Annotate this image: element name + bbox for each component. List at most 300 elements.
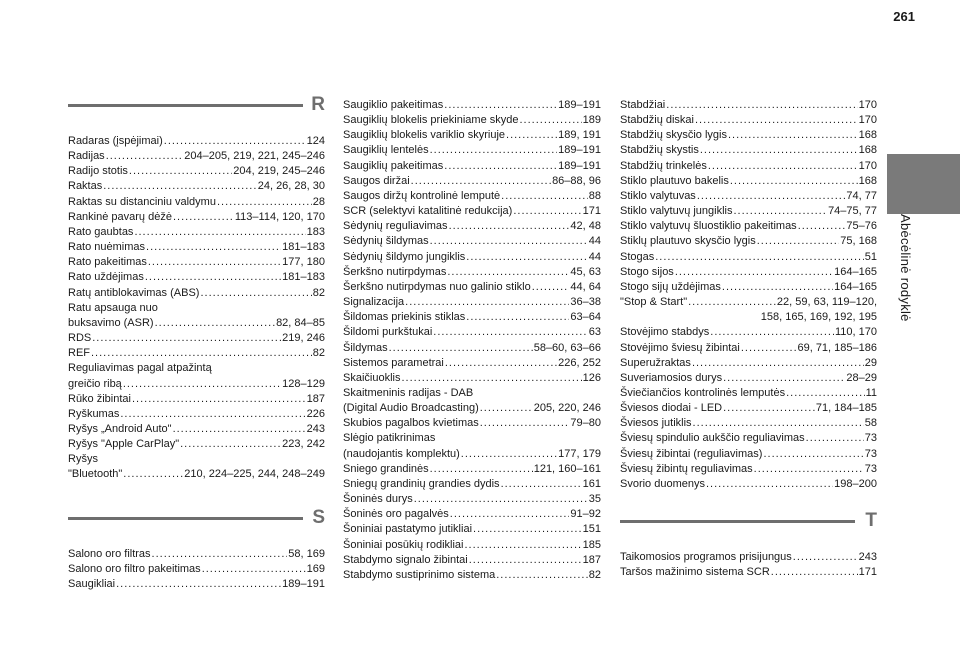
entry-term: Skaitmeninis radijas - DAB [343,386,474,399]
index-entry [343,492,601,507]
entry-pages: 223, 242 [282,438,325,451]
entry-pages: 170 [858,114,877,127]
section-divider [620,520,855,523]
entry-pages: 75, 168 [840,235,877,248]
entry-pages: 170 [858,159,877,172]
dot-leader [501,189,588,204]
index-entry [620,431,877,446]
index-entry [68,437,325,452]
section-divider [68,104,303,107]
index-entry [343,507,601,522]
entry-pages: 164–165 [834,265,877,278]
entry-term: Stovėjimo šviesų žibintai [620,341,740,354]
entry-term: Ratų antiblokavimas (ABS) [68,286,200,299]
index-entry [343,310,601,325]
index-entry [343,431,601,446]
entry-pages: 82, 84–85 [276,316,325,329]
index-entry [68,452,325,467]
dot-leader [695,113,858,128]
index-entry [620,416,877,431]
index-entry [620,565,877,580]
dot-leader [469,553,582,568]
entry-pages: 226 [306,407,325,420]
index-entry [343,159,601,174]
entry-pages: 128–129 [282,377,325,390]
dot-leader [152,547,288,562]
index-entry [343,280,601,295]
entry-pages: 177, 179 [558,447,601,460]
section-entries-s-cont [343,98,601,583]
section-entries-t [620,550,877,580]
entry-pages: 168 [858,129,877,142]
entry-term: Raktas [68,180,103,193]
entry-term: Šoniniai pastatymo jutikliai [343,523,473,536]
index-entry [343,219,601,234]
index-entry [343,568,601,583]
dot-leader [501,477,582,492]
entry-term: Salono oro filtro pakeitimas [68,562,201,575]
entry-pages: 164–165 [834,280,877,293]
index-entry [620,310,877,325]
entry-term: Ryšys „Android Auto" [68,422,172,435]
section-entries-r [68,134,325,483]
entry-pages: 11 [865,386,877,399]
index-entry [343,113,601,128]
entry-term: Šerkšno nutirpdymas nuo galinio stiklo [343,280,531,293]
index-entry [68,225,325,240]
entry-term: Svorio duomenys [620,477,705,490]
page-number: 261 [893,9,915,24]
index-entry [343,553,601,568]
entry-pages: 110, 170 [834,326,877,339]
index-entry [68,331,325,346]
dot-leader [693,416,864,431]
index-entry [343,447,601,462]
index-entry [620,98,877,113]
index-entry [68,195,325,210]
index-entry [68,164,325,179]
entry-term: Saugiklio pakeitimas [343,99,444,111]
index-entry [68,377,325,392]
index-entry [620,371,877,386]
entry-pages: 185 [582,538,601,551]
dot-leader [445,356,557,371]
dot-leader [450,507,570,522]
index-entry [343,174,601,189]
entry-pages: 189–191 [558,99,601,111]
entry-pages: 73 [864,432,877,445]
dot-leader [164,134,306,149]
entry-pages: 74–75, 77 [828,205,877,218]
entry-term: Rūko žibintai [68,392,131,405]
dot-leader [129,164,232,179]
dot-leader [91,346,312,361]
entry-pages: 69, 71, 185–186 [797,341,877,354]
dot-leader [433,325,587,340]
entry-pages: 82 [312,286,325,299]
dot-leader [675,265,833,280]
entry-term: buksavimo (ASR) [68,316,154,329]
entry-pages: 63–64 [570,311,601,324]
dot-leader [148,255,281,270]
entry-pages: 51 [864,250,877,263]
entry-pages: 205, 220, 246 [533,402,601,415]
entry-term: Sėdynių reguliavimas [343,220,448,233]
index-entry [620,189,877,204]
index-entry [620,341,877,356]
dot-leader [120,407,305,422]
dot-leader [728,128,858,143]
index-entry [343,143,601,158]
entry-pages: 73 [864,447,877,460]
dot-leader [217,195,312,210]
index-entry [68,179,325,194]
entry-term: Ratu apsauga nuo [68,301,158,314]
entry-term: Slėgio patikrinimas [343,432,436,445]
dot-leader [655,250,864,265]
entry-pages: 74, 77 [846,189,877,202]
index-entry [620,204,877,219]
dot-leader [466,310,569,325]
entry-term: "Bluetooth" [68,468,123,481]
entry-term: Sistemos parametrai [343,356,444,369]
entry-pages: 29 [864,356,877,369]
entry-pages: 158, 165, 169, 192, 195 [760,311,877,324]
index-entry [68,149,325,164]
index-entry [620,356,877,371]
entry-term: Saugos diržų kontrolinė lemputė [343,189,501,202]
entry-term: Radijas [68,150,105,163]
index-entry [620,234,877,249]
dot-leader [414,492,588,507]
dot-leader [145,270,281,285]
entry-pages: 189 [582,114,601,127]
index-entry [68,577,325,592]
dot-leader [464,538,581,553]
dot-leader [506,128,557,143]
section-header-r [68,96,325,134]
dot-leader [123,467,183,482]
entry-pages: 44 [588,250,601,263]
entry-pages: 121, 160–161 [533,462,601,475]
index-entry [343,356,601,371]
index-entry [620,477,877,492]
entry-term: Raktas su distanciniu valdymu [68,195,216,208]
entry-pages: 189–191 [282,577,325,590]
entry-pages: 226, 252 [558,356,601,369]
entry-term: Sėdynių šildymas [343,235,429,248]
entry-term: Stabdymo signalo žibintai [343,553,468,566]
entry-term: Šviesos jutiklis [620,417,692,430]
index-entry [343,371,601,386]
entry-term: Šviesų žibintų reguliavimas [620,462,753,475]
entry-pages: 204–205, 219, 221, 245–246 [184,150,325,163]
entry-term: Stabdžių trinkelės [620,159,707,172]
entry-term: Šoninės oro pagalvės [343,508,449,521]
entry-term: Saugiklių blokelis variklio skyriuje [343,129,506,142]
entry-pages: 71, 184–185 [815,402,877,415]
section-entries-s-cont-2 [620,98,877,492]
entry-term: Suveriamosios durys [620,371,723,384]
index-entry [620,325,877,340]
entry-pages: 189–191 [558,144,601,157]
index-entry [68,467,325,482]
entry-pages: 171 [858,566,877,579]
dot-leader [430,462,533,477]
entry-term: Sniego grandinės [343,462,429,475]
entry-pages: 58–60, 63–66 [533,341,601,354]
dot-leader [173,210,234,225]
entry-pages: 183 [306,225,325,238]
entry-pages: 73 [864,462,877,475]
dot-leader [806,431,864,446]
index-entry [343,128,601,143]
entry-term: Saugikliai [68,577,116,590]
entry-pages: 24, 26, 28, 30 [257,180,325,193]
entry-term: Rato gaubtas [68,225,134,238]
entry-pages: 82 [312,347,325,360]
dot-leader [123,377,281,392]
dot-leader [763,447,863,462]
entry-pages: 161 [582,477,601,490]
entry-term: Stabdžių diskai [620,114,694,127]
entry-term: Saugiklių blokelis priekiniame skyde [343,114,519,127]
dot-leader [730,174,858,189]
dot-leader [430,143,558,158]
entry-pages: 181–183 [282,241,325,254]
entry-pages: 204, 219, 245–246 [233,165,325,178]
entry-term: REF [68,347,90,360]
index-entry [343,295,601,310]
entry-pages: 151 [582,523,601,536]
dot-leader [106,149,184,164]
entry-pages: 36–38 [570,296,601,309]
entry-term: Saugiklių lentelės [343,144,429,157]
entry-pages: 79–80 [570,417,601,430]
entry-term: Stabdžių skystis [620,144,699,157]
entry-term: Ryšys "Apple CarPlay" [68,438,180,451]
entry-term: Sėdynių šildymo jungiklis [343,250,466,263]
entry-term: Šildomas priekinis stiklas [343,311,466,324]
dot-leader [116,577,281,592]
index-entry [68,134,325,149]
dot-leader [92,331,281,346]
dot-leader [461,447,557,462]
entry-pages: 44, 64 [570,280,601,293]
index-column-3 [620,98,877,580]
entry-term: Skaičiuoklis [343,371,401,384]
dot-leader [519,113,581,128]
dot-leader [723,401,815,416]
entry-pages: 189, 191 [558,129,601,142]
index-entry [68,422,325,437]
index-entry [343,401,601,416]
entry-pages: 45, 63 [570,265,601,278]
dot-leader [688,295,776,310]
entry-pages: 187 [306,392,325,405]
entry-term: Stiklo plautuvo bakelis [620,174,729,187]
side-tab-label: Abėcėlinė rodyklė [898,214,913,322]
dot-leader [793,550,858,565]
dot-leader [692,356,864,371]
index-entry [620,550,877,565]
entry-term: Skubios pagalbos kvietimas [343,417,479,430]
dot-leader [513,204,581,219]
index-entry [620,462,877,477]
dot-leader [786,386,864,401]
dot-leader [180,437,281,452]
entry-term: Šerkšno nutirpdymas [343,265,447,278]
index-entry [620,250,877,265]
section-divider [68,517,303,520]
index-entry [68,562,325,577]
entry-pages: 35 [588,493,601,506]
dot-leader [473,522,582,537]
index-entry [343,234,601,249]
index-column-2 [343,98,601,583]
dot-leader [496,568,588,583]
entry-term: Stabdžiai [620,99,666,111]
entry-term: Šildymas [343,341,388,354]
index-entry [68,270,325,285]
section-header-t [620,512,877,550]
index-entry [343,204,601,219]
dot-leader [146,240,281,255]
dot-leader [480,401,533,416]
entry-term: Šviesų žibintai (reguliavimas) [620,447,763,460]
entry-pages: 58, 169 [288,547,325,560]
entry-pages: 44 [588,235,601,248]
entry-term: Stiklų plautuvo skysčio lygis [620,235,756,248]
dot-leader [734,204,828,219]
entry-pages: 42, 48 [570,220,601,233]
entry-term: Rato nuėmimas [68,241,146,254]
entry-pages: 177, 180 [282,256,325,269]
entry-pages: 86–88, 96 [552,174,601,187]
entry-pages: 198–200 [834,477,877,490]
dot-leader [666,98,857,113]
entry-term: Ryškumas [68,407,120,420]
index-entry [620,143,877,158]
entry-term: Superužraktas [620,356,691,369]
entry-term: Salono oro filtras [68,547,151,560]
index-entry [68,407,325,422]
dot-leader [430,234,588,249]
index-entry [620,159,877,174]
index-entry [620,219,877,234]
entry-pages: 169 [306,562,325,575]
entry-term: Saugos diržai [343,174,410,187]
entry-pages: 22, 59, 63, 119–120, [776,296,877,309]
index-entry [68,255,325,270]
entry-term: Šviesų spindulio aukščio reguliavimas [620,432,805,445]
index-entry [620,447,877,462]
index-entry [343,477,601,492]
dot-leader [444,98,557,113]
index-entry [620,280,877,295]
entry-term: Stovėjimo stabdys [620,326,710,339]
entry-pages: 63 [588,326,601,339]
entry-pages: 113–114, 120, 170 [234,210,325,223]
index-entry [68,210,325,225]
dot-leader [103,179,256,194]
dot-leader [754,462,864,477]
entry-term: Radijo stotis [68,165,128,178]
dot-leader [798,219,846,234]
entry-pages: 243 [306,422,325,435]
dot-leader [444,159,557,174]
dot-leader [389,341,533,356]
dot-leader [700,143,858,158]
entry-term: Taršos mažinimo sistema SCR [620,566,770,579]
entry-pages: 219, 246 [282,332,325,345]
dot-leader [202,562,306,577]
index-entry [620,113,877,128]
dot-leader [706,477,833,492]
section-letter: S [312,506,325,528]
dot-leader [132,392,306,407]
index-entry [68,547,325,562]
entry-term: (naudojantis komplektu) [343,447,460,460]
index-entry [343,538,601,553]
index-entry [343,462,601,477]
index-entry [68,240,325,255]
section-entries-s [68,547,325,592]
dot-leader [200,286,311,301]
index-entry [68,346,325,361]
index-entry [620,174,877,189]
entry-pages: 210, 224–225, 244, 248–249 [184,468,325,481]
index-entry [620,295,877,310]
index-entry [343,189,601,204]
section-letter: R [311,94,325,115]
index-entry [68,301,325,316]
entry-term: Stiklo valytuvas [620,189,696,202]
entry-term: Reguliavimas pagal atpažintą [68,362,212,375]
entry-term: Stabdymo sustiprinimo sistema [343,568,496,581]
index-entry [68,286,325,301]
entry-term: Sniegų grandinių grandies dydis [343,477,500,490]
entry-term: Šoniniai posūkių rodikliai [343,538,464,551]
entry-term: Stogas [620,250,655,263]
dot-leader [532,280,570,295]
entry-pages: 91–92 [570,508,601,521]
entry-pages: 28–29 [846,371,877,384]
entry-term: SCR (selektyvi katalitinė redukcija) [343,205,513,218]
dot-leader [741,341,797,356]
index-entry [68,316,325,331]
entry-pages: 243 [858,551,877,564]
entry-term: Taikomosios programos prisijungus [620,551,792,564]
dot-leader [411,174,551,189]
dot-leader [401,371,581,386]
entry-term: Stogo sijų uždėjimas [620,280,721,293]
dot-leader [480,416,570,431]
index-entry [68,392,325,407]
entry-term: (Digital Audio Broadcasting) [343,402,479,415]
index-entry [343,341,601,356]
entry-term: Šviesos diodai - LED [620,402,723,415]
dot-leader [405,295,569,310]
entry-term: Saugiklių pakeitimas [343,159,444,172]
dot-leader [771,565,858,580]
index-entry [343,522,601,537]
entry-term: Stiklo valytuvų šluostiklio pakeitimas [620,220,797,233]
entry-pages: 28 [312,195,325,208]
entry-term: Rankinė pavarų dėžė [68,210,172,223]
entry-pages: 171 [582,205,601,218]
entry-term: Šoninės durys [343,493,413,506]
